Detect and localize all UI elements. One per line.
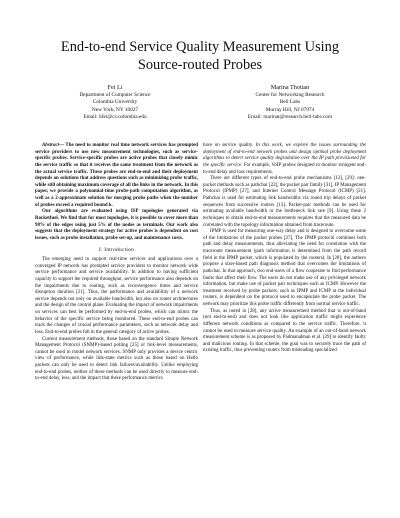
abstract-paragraph-1 (35, 143, 198, 209)
author-email: Email: marinat@research.bell-labs.com (247, 113, 333, 120)
author-institution: Bell Labs (279, 99, 301, 106)
author-block-1 (30, 84, 200, 121)
author-email: Email: lifei@cs.columbia.edu (83, 113, 147, 120)
author-name: Marina Thottan (270, 84, 310, 91)
abstract-text-1: — The need to monitor real time network services has prompted service providers to use new measurement technologies, such as service-specific probes. Service-specific probes are active probes that closely mimic the service traffic so that it receives the same treatment from the network as the actual service traffic. These probes are end-to-end and their deployment depends on solutions that address questions such as minimizing probe traffic, while still obtaining maximum coverage of all the links in the network. In this paper, we provide a polynomial-time probe-path computation algorithm, as well as a 2-approximate solution for merging probe paths when the number of probes exceed a required bound k. (35, 143, 198, 208)
right-p1-start: have on service quality. (203, 143, 256, 148)
intro-paragraph-2: Current measurement methods, those based on the standard Simple Network Management Protocol (SNMP)-based polling [25] or link-level measurements, cannot be used to model network services. SNMP only provides a device centric view of performance, while link-state metrics such as those based on Hello packets can only be used to detect link failures/availability. Unlike employing end-to-end probes, neither of these methods can be used directly to measure end-to-end delay, loss, and the impact that these performance metrics (35, 336, 198, 382)
title-line-1: End-to-end Service Quality Measurement Using (60, 39, 340, 55)
abstract-label: Abstract (42, 143, 60, 148)
left-column (35, 143, 198, 383)
right-p1-italic: In this work, we explore the issues surrounding the deployment of end-to-end network probes and design optimal probe deployment algorithms to detect service quality degradation over the IP path provisioned for the specific service. (203, 143, 367, 168)
right-paragraph-4: Thus, as noted in [28], any active measurement method that is out-of-band (not end-to-end) and does not look like application traffic might experience different network conditions as compared to the service traffic. Therefore, it cannot be used to measure service quality. An example of an out-of-band network measurement scheme is as proposed by Padmanabhan et al. [29] to identify faulty and malicious routing. In that scheme, the goal was to securely trace the path of existing traffic, thus preventing routers from misleading specialized (203, 308, 366, 354)
abstract (35, 143, 198, 242)
right-paragraph-1 (203, 143, 366, 176)
right-paragraph-3: IPMP is used for measuring one-way delay and is designed to overcome some of the limitations of the packet probes [27]. The IPMP protocol combines both path and delay measurements, thus alleviating the need for correlation with the traceroute measurement (path information is determined from the path record field in the IPMP packet, which is populated by the routers). In [28], the authors propose a sizer-based path diagnosis method that overcomes the limitations of pathchar. In that approach, two end-users of a flow cooperate to find performance faults that affect their flow. The users do not make use of any privileged network information, but make use of packet pair techniques such as ICMP. However the treatment received by probe packets, such as IPMP and ICMP at the individual routers, is dependent on the protocol used to encapsulate the probe packet. The network may prioritize this probe traffic differently from normal service traffic. (203, 229, 366, 307)
paper-title (20, 38, 380, 74)
section-heading-introduction: I. Introduction (98, 247, 135, 254)
author-address: New York, NY 10027 (91, 106, 139, 113)
author-block-2 (205, 84, 375, 121)
intro-paragraph-1: The emerging need to support real-time services and applications over a converged IP network has prompted service providers to monitor network wide service performance and service availability. In addition to having sufficient capacity to support the required throughput, service performance also depends on the impairments due to routing, such as reconvergence times and service disruption duration [21]. Thus, the performance and availability of a network service depends not only on available bandwidth, but also on router architectures and the design of the control plane. Evaluating the impact of network impairments on services can best be performed by end-to-end probes, which can mimic the behavior of the specific service being monitored. These end-to-end probes can track the changes of crucial performance parameters, such as network delay and loss. End-to-end probes fall in the general category of active probes. (35, 257, 198, 335)
abstract-paragraph-2: Our algorithms are evaluated using ISP topologies generated via Rocketfuel. We find that for most topologies, it is possible to cover more than 98% of the edges using just 5% of the nodes as terminals. Our work also suggests that the deployment strategy for active probes is dependent on cost issues, such as probe installation, probe set-up, and maintenance costs. (35, 209, 198, 241)
author-name: Fei Li (107, 84, 123, 91)
author-address: Murray Hill, NJ 07974 (265, 106, 315, 113)
author-institution: Columbia University (92, 99, 138, 106)
author-affiliation: Center for Networking Research (255, 92, 325, 99)
author-affiliation: Department of Computer Science (79, 92, 151, 99)
right-paragraph-2: There are different types of end-to-end probe mechanisms [12], [29]: one-packet methods such as pathchar [22], the packet pair family [31], IP Management Protocol (IPMP) [27], and Internet Control Message Protocol (ICMP) [21]. Pathchar is used for estimating link bandwidths via round trip delays of packet sequences from successive routers [13]. Packet-pair methods can be used for estimating available bandwidth or the bottleneck link rate [9]. Using these 2 techniques to obtain end-to-end measurements requires that the measured data be correlated with the topology information obtained from traceroute. (203, 176, 366, 228)
right-p1-end: For example, VoIP probes designed to monitor stringent end-to-end delay and loss requirements. (203, 162, 367, 175)
right-column (203, 143, 366, 355)
title-line-2: Source-routed Probes (137, 57, 263, 73)
